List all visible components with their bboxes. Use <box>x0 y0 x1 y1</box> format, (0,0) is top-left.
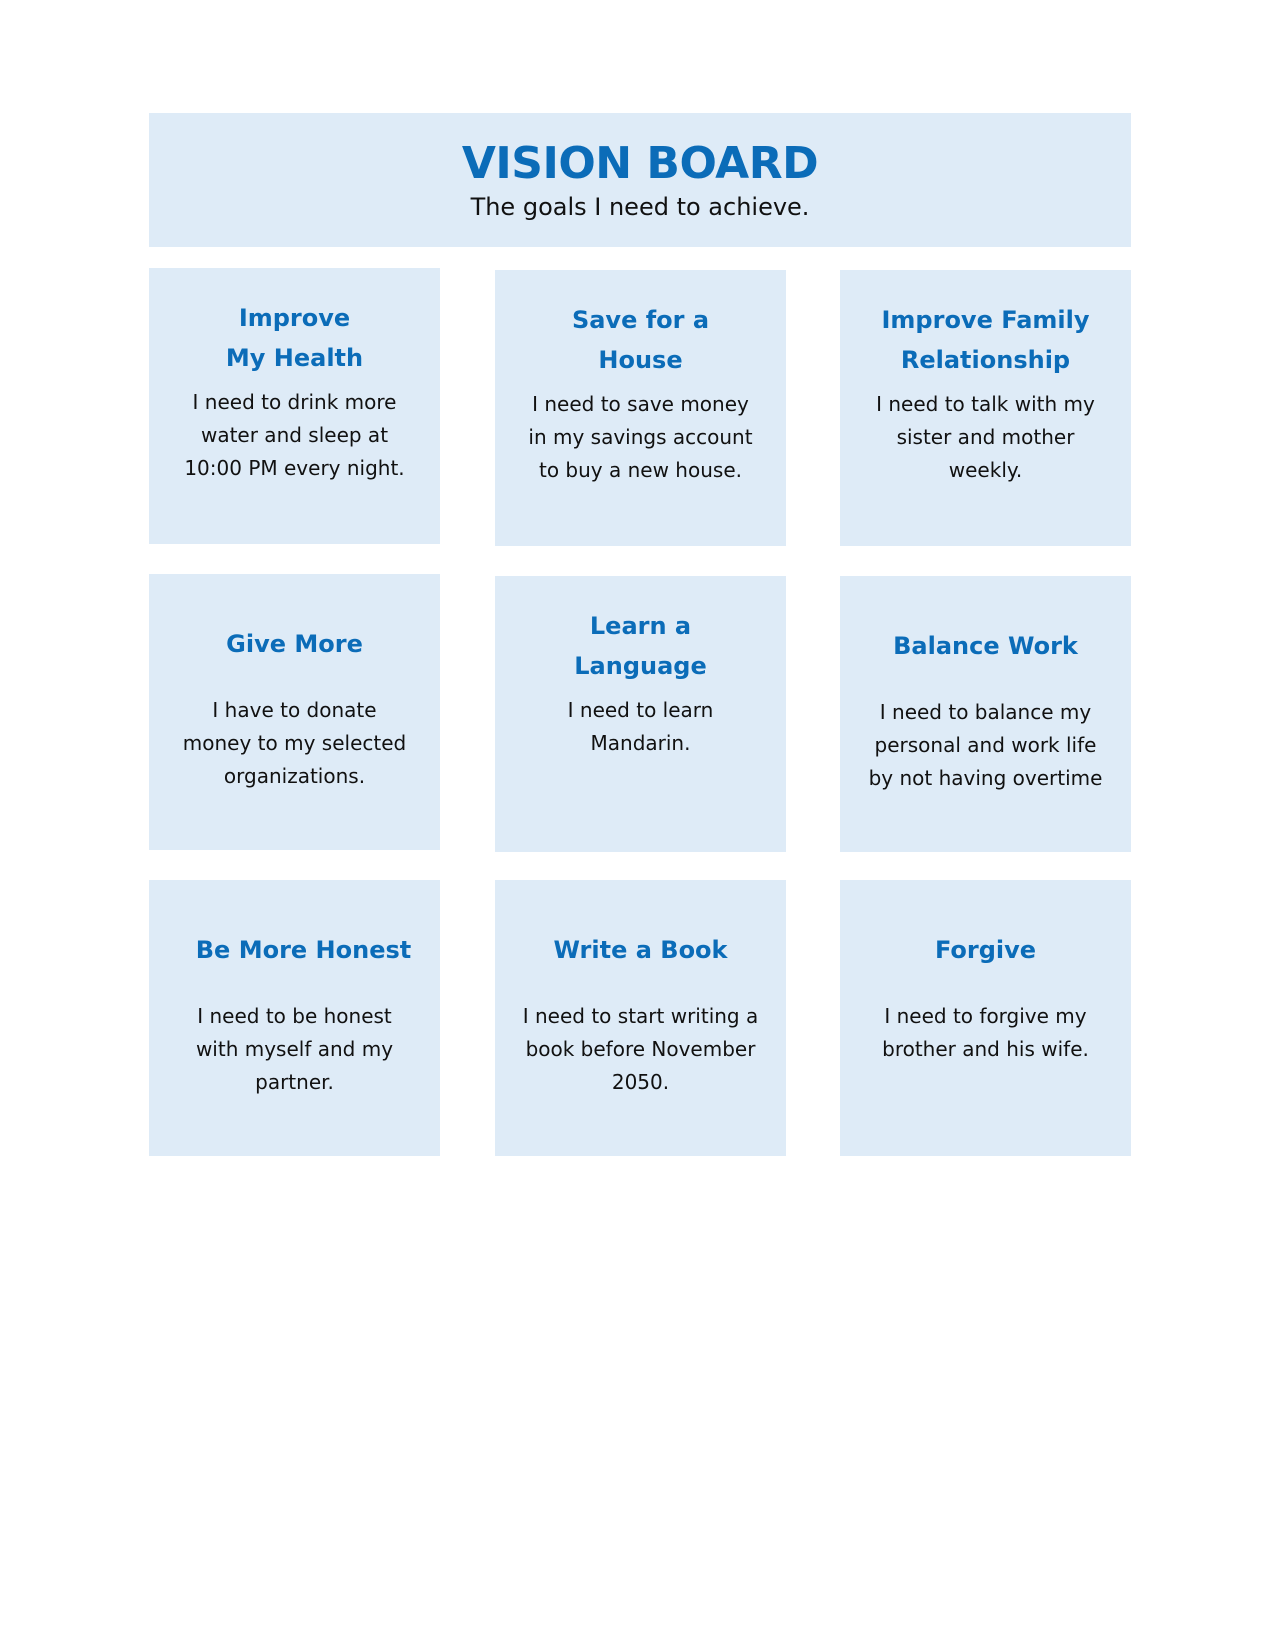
goal-description-line: I need to talk with my <box>876 392 1095 416</box>
goal-title-line: Give More <box>226 630 363 658</box>
goal-title <box>850 930 1121 970</box>
goal-title-line: Relationship <box>900 346 1071 374</box>
goal-title-line: Balance Work <box>893 632 1078 660</box>
goal-description <box>505 388 776 487</box>
goal-description-line: I need to save money <box>532 392 749 416</box>
goal-description <box>159 386 430 485</box>
goal-description-line: I need to learn <box>567 698 714 722</box>
goal-description-line: I need to balance my <box>879 700 1092 724</box>
goal-title <box>505 606 776 686</box>
goal-title <box>159 624 430 664</box>
goal-title-line: Language <box>574 652 707 680</box>
page-subtitle: The goals I need to achieve. <box>470 193 810 221</box>
goal-title-line: House <box>598 346 683 374</box>
goal-title-line: Save for a <box>571 306 710 334</box>
goal-title-line: Learn a <box>589 612 692 640</box>
goal-description <box>850 696 1121 795</box>
goal-description-line: by not having overtime <box>868 766 1103 790</box>
goal-card-be-honest <box>149 880 440 1156</box>
goal-title <box>850 300 1121 380</box>
goal-card-family-relationship <box>840 270 1131 546</box>
goal-title <box>177 930 430 970</box>
goal-card-improve-health <box>149 268 440 544</box>
goal-title <box>505 300 776 380</box>
goal-description <box>850 1000 1121 1066</box>
goal-title-line: Write a Book <box>553 936 728 964</box>
goal-description-line: I need to be honest <box>197 1004 392 1028</box>
goal-card-save-house <box>495 270 786 546</box>
goal-card-give-more <box>149 574 440 850</box>
goal-description-line: I have to donate <box>212 698 377 722</box>
goal-description-line: weekly. <box>948 458 1023 482</box>
goal-title-line: Forgive <box>934 936 1037 964</box>
goal-description-line: book before November <box>525 1037 756 1061</box>
goal-card-learn-language <box>495 576 786 852</box>
goal-description-line: with myself and my <box>195 1037 394 1061</box>
goal-description-line: personal and work life <box>874 733 1097 757</box>
goal-description-line: I need to start writing a <box>522 1004 759 1028</box>
goal-description <box>505 694 776 760</box>
header-banner <box>149 113 1131 247</box>
goal-description-line: I need to forgive my <box>884 1004 1087 1028</box>
goal-description-line: Mandarin. <box>590 731 691 755</box>
goal-description-line: 2050. <box>611 1070 670 1094</box>
goal-description-line: water and sleep at <box>200 423 389 447</box>
goal-description-line: organizations. <box>223 764 366 788</box>
goal-description-line: in my savings account <box>528 425 753 449</box>
goal-title-line: My Health <box>225 344 364 372</box>
page-title: VISION BOARD <box>461 138 819 189</box>
goal-description <box>159 1000 430 1099</box>
goal-description-line: partner. <box>255 1070 334 1094</box>
goal-description <box>505 1000 776 1099</box>
goal-card-balance-work <box>840 576 1131 852</box>
goal-title <box>159 298 430 378</box>
goal-description-line: sister and mother <box>896 425 1075 449</box>
goal-description-line: brother and his wife. <box>882 1037 1089 1061</box>
goal-title <box>505 930 776 970</box>
goal-title <box>850 626 1121 666</box>
goal-description <box>850 388 1121 487</box>
goal-description-line: I need to drink more <box>192 390 397 414</box>
goal-card-forgive <box>840 880 1131 1156</box>
goal-description-line: 10:00 PM every night. <box>184 456 405 480</box>
goal-title-line: Be More Honest <box>195 936 412 964</box>
goal-title-line: Improve <box>238 304 351 332</box>
goal-description-line: to buy a new house. <box>539 458 742 482</box>
goal-description-line: money to my selected <box>182 731 407 755</box>
goal-title-line: Improve Family <box>881 306 1090 334</box>
goal-description <box>159 694 430 793</box>
goal-card-write-book <box>495 880 786 1156</box>
